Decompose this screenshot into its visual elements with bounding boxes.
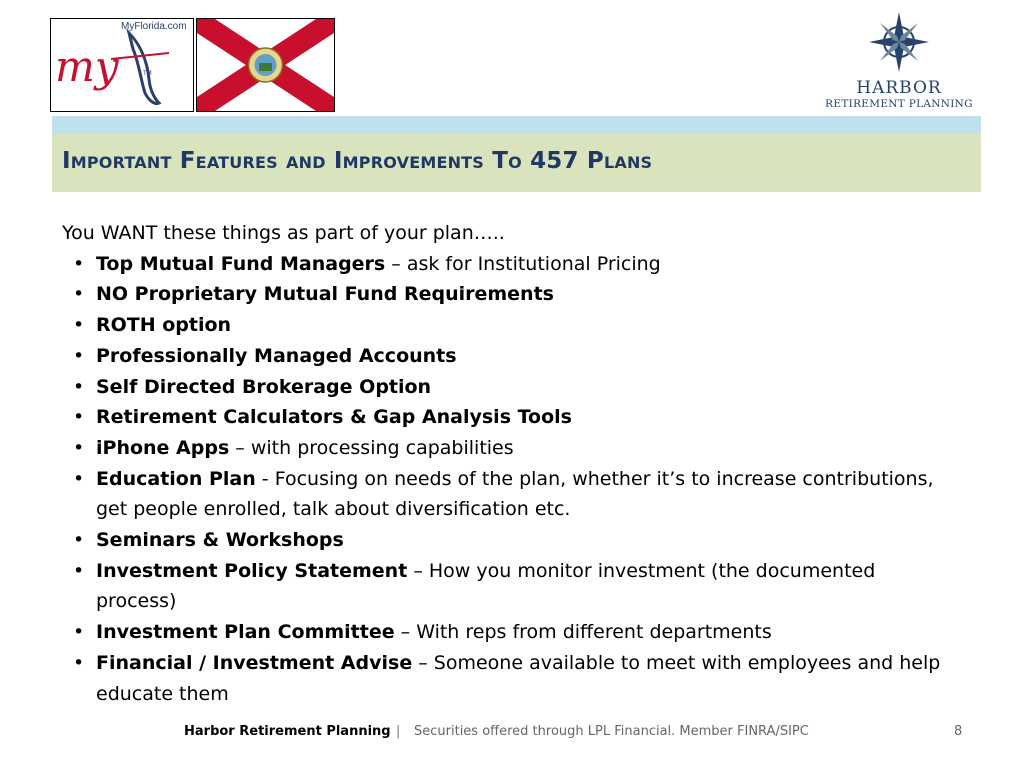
- list-item-detail: – With reps from different departments: [394, 621, 772, 644]
- list-item: [62, 525, 952, 556]
- list-item-heading: NO Proprietary Mutual Fund Requirements: [96, 283, 554, 306]
- slide-body: [62, 218, 952, 709]
- svg-text:my: my: [55, 42, 119, 91]
- bullet-marker: •: [73, 314, 85, 337]
- bullet-marker: •: [73, 651, 85, 674]
- list-item-heading: Investment Plan Committee: [96, 621, 395, 644]
- myflorida-logo-graphic: [51, 19, 193, 111]
- list-item-heading: Investment Policy Statement: [96, 559, 408, 582]
- list-item: [62, 310, 952, 341]
- harbor-logo-tagline: RETIREMENT PLANNING: [825, 98, 973, 110]
- list-item: [62, 464, 952, 525]
- harbor-retirement-logo: [818, 8, 980, 116]
- list-item: [62, 402, 952, 433]
- bullet-marker: •: [73, 559, 85, 582]
- list-item-heading: ROTH option: [96, 314, 232, 337]
- list-item-heading: Financial / Investment Advise: [96, 651, 413, 674]
- bullet-marker: •: [73, 252, 85, 275]
- myflorida-logo: [50, 18, 194, 112]
- list-item: [62, 249, 952, 280]
- intro-text: You WANT these things as part of your plan…..: [62, 222, 505, 244]
- bullet-marker: •: [73, 283, 85, 306]
- feature-list: [62, 249, 952, 710]
- list-item-heading: Self Directed Brokerage Option: [96, 375, 432, 398]
- top-accent-band: [52, 116, 981, 134]
- bullet-marker: •: [73, 467, 85, 490]
- list-item-detail: - Focusing on needs of the plan, whether it’s to increase contributions, get people enrolled, talk about diversification etc.: [96, 467, 934, 521]
- footer-disclaimer: Securities offered through LPL Financial. Member FINRA/SIPC: [414, 724, 809, 739]
- bullet-marker: •: [73, 529, 85, 552]
- footer-separator: |: [396, 724, 401, 739]
- list-item: [62, 279, 952, 310]
- bullet-marker: •: [73, 436, 85, 459]
- list-item-detail: – How you monitor investment (the documented process): [96, 559, 876, 613]
- bullet-marker: •: [73, 375, 85, 398]
- svg-text:MyFlorida.com: MyFlorida.com: [121, 21, 187, 32]
- svg-text:TM: TM: [143, 71, 152, 77]
- list-item: [62, 433, 952, 464]
- list-item: [62, 617, 952, 648]
- compass-rose-icon: [818, 8, 980, 78]
- bullet-marker: •: [73, 621, 85, 644]
- florida-flag-image: [196, 18, 335, 112]
- list-item: [62, 341, 952, 372]
- title-band: [52, 134, 981, 192]
- list-item-heading: Seminars & Workshops: [96, 529, 344, 552]
- list-item-heading: iPhone Apps: [96, 436, 230, 459]
- footer-brand: Harbor Retirement Planning: [184, 724, 391, 739]
- page-number: 8: [954, 724, 963, 739]
- florida-flag-graphic: [197, 19, 334, 111]
- list-item-heading: Education Plan: [96, 467, 256, 490]
- list-item-detail: – ask for Institutional Pricing: [385, 252, 661, 275]
- slide-title: Important Features and Improvements To 457 Plans: [62, 148, 653, 174]
- list-item: [62, 556, 952, 617]
- bullet-marker: •: [73, 406, 85, 429]
- bullet-marker: •: [73, 344, 85, 367]
- harbor-logo-name: HARBOR: [856, 78, 942, 98]
- list-item-detail: – Someone available to meet with employees and help educate them: [96, 651, 941, 705]
- list-item-heading: Retirement Calculators & Gap Analysis Tools: [96, 406, 572, 429]
- list-item: [62, 372, 952, 403]
- list-item: [62, 648, 952, 709]
- list-item-heading: Professionally Managed Accounts: [96, 344, 457, 367]
- list-item-detail: – with processing capabilities: [229, 436, 514, 459]
- list-item-heading: Top Mutual Fund Managers: [96, 252, 386, 275]
